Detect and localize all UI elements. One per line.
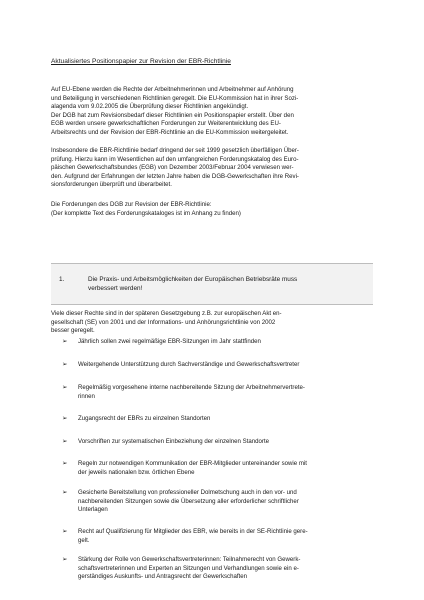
revision-paragraph [51, 147, 373, 190]
text-line: Arbeitsrechts und der Revision der EBR-Richtlinie an die EU-Kommission weitergeleitet. [51, 128, 289, 136]
text-line: Stärkung der Rolle von Gewerkschaftsvertreterinnen: Teilnahmerecht von Gewerk- [78, 556, 301, 563]
text-line: prüfung. Hierzu kann im Wesentlichen auf den umfangreichen Forderungskatalog des Euro- [51, 155, 299, 163]
intro-paragraph [51, 86, 373, 138]
text-line: der jeweils nationalen bzw. örtlichen Ebene [78, 468, 195, 476]
text-line: verbessert werden! [88, 285, 143, 292]
text-line: Vorschriften zur systematischen Einbeziehung der einzelnen Standorte [78, 438, 270, 445]
text-line: schaftsvertreterinnen und Experten an Sitzungen und Verhandlungen sowie ein e- [78, 564, 299, 572]
text-line: gelt. [78, 536, 90, 544]
text-line: besser geregelt. [51, 327, 95, 335]
text-line: Gesicherte Bereitstellung von professioneller Dolmetschung auch in den vor- und [78, 489, 297, 496]
text-line: den. Aufgrund der Erfahrungen der letzten Jahre haben die DGB-Gewerkschaften ihre Revi- [51, 172, 299, 180]
text-line: gerständiges Auskunfts- und Antragsrecht der Gewerkschaften [78, 573, 248, 581]
demands-intro-paragraph [51, 201, 373, 218]
text-line: Unterlagen [78, 506, 108, 514]
rights-paragraph [51, 310, 373, 336]
text-line: Die Forderungen des DGB zur Revision der EBR-Richtlinie: [51, 201, 212, 208]
text-line: Zugangsrecht der EBRs zu einzelnen Standorten [78, 415, 211, 422]
text-line: (Der komplette Text des Forderungskataloges ist im Anhang zu finden) [51, 209, 241, 217]
text-line: Regeln zur notwendigen Kommunikation der EBR-Mitglieder untereinander sowie mit [78, 460, 307, 467]
arrow-bullet-icon: ➢ [62, 338, 68, 345]
text-line: päischen Gewerkschaftsbundes (EGB) von Dezember 2003/Februar 2004 verwiesen wer- [51, 164, 294, 172]
document-title: Aktualisiertes Positionspapier zur Revision der EBR-Richtlinie [51, 58, 231, 65]
arrow-bullet-icon: ➢ [62, 556, 68, 563]
text-line: Auf EU-Ebene werden die Rechte der Arbeitnehmerinnen und Arbeitnehmer auf Anhörung [51, 86, 294, 93]
section-number: 1. [59, 276, 65, 283]
text-line: rinnen [78, 392, 95, 400]
text-line: Jährlich sollen zwei regelmäßige EBR-Sitzungen im Jahr stattfinden [78, 338, 261, 345]
text-line: nachbereitenden Sitzungen sowie die Übersetzung aller erforderlicher schriftlicher [78, 497, 299, 505]
section-heading [88, 275, 368, 293]
section-heading-box [51, 263, 373, 305]
arrow-bullet-icon: ➢ [62, 384, 68, 391]
arrow-bullet-icon: ➢ [62, 415, 68, 422]
text-line: Insbesondere die EBR-Richtlinie bedarf dringend der seit 1999 gesetzlich überfälligen Über- [51, 147, 299, 154]
arrow-bullet-icon: ➢ [62, 361, 68, 368]
text-line: gesellschaft (SE) von 2001 und der Informations- und Anhörungsrichtlinie von 2002 [51, 318, 276, 326]
arrow-bullet-icon: ➢ [62, 528, 68, 535]
text-line: sionsforderungen überprüft und überarbeitet. [51, 181, 172, 189]
arrow-bullet-icon: ➢ [62, 460, 68, 467]
text-line: Viele dieser Rechte sind in der späteren Gesetzgebung z.B. zur europäischen Akt en- [51, 310, 282, 317]
arrow-bullet-icon: ➢ [62, 438, 68, 445]
text-line: und Beteiligung in verschiedenen Richtlinien geregelt. Die EU-Kommission hat in ihrer Sozi- [51, 94, 299, 102]
text-line: alagenda vom 9.02.2005 die Überprüfung dieser Richtlinien angekündigt. [51, 103, 249, 111]
text-line: Regelmäßig vorgesehene interne nachbereitende Sitzung der Arbeitnehmervertrete- [78, 384, 305, 391]
text-line: Weitergehende Unterstützung durch Sachverständige und Gewerkschaftsvertreter [78, 361, 300, 368]
text-line: Der DGB hat zum Revisionsbedarf dieser Richtlinien ein Positionspapier erstellt. Über den [51, 111, 294, 119]
text-line: Recht auf Qualifizierung für Mitglieder des EBR, wie bereits in der SE-Richtlinie gere- [78, 528, 308, 535]
arrow-bullet-icon: ➢ [62, 489, 68, 496]
text-line: EGB werden unsere gewerkschaftlichen Forderungen zur Weiterentwicklung des EU- [51, 120, 281, 128]
text-line: Die Praxis- und Arbeitsmöglichkeiten der Europäischen Betriebsräte muss [88, 276, 298, 283]
